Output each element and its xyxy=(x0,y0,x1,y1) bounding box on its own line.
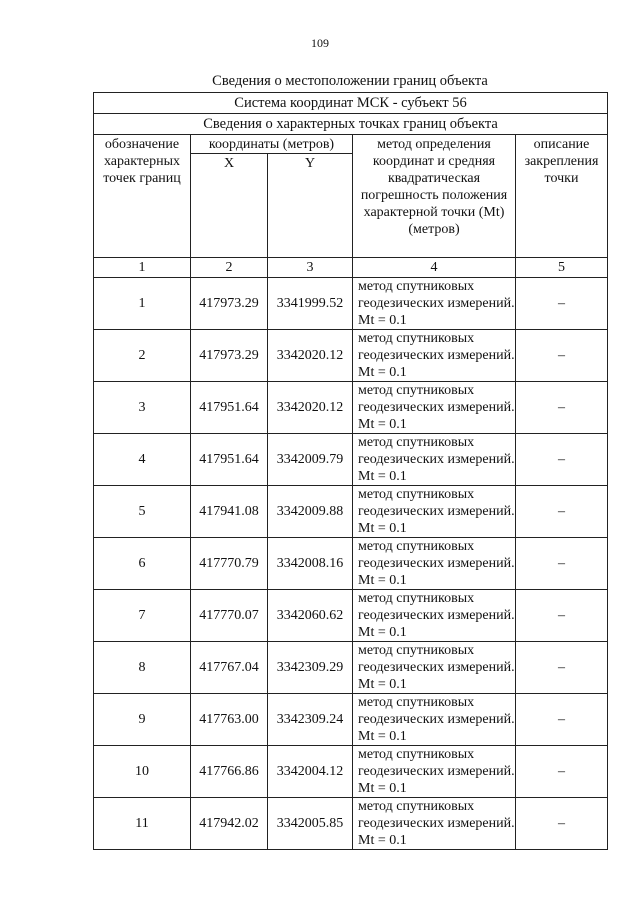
x-coordinate-cell: 417973.29 xyxy=(191,330,268,382)
method-cell: метод спутниковых геодезических измерений. Mt = 0.1 xyxy=(353,382,516,434)
column-number: 3 xyxy=(268,258,353,278)
point-id-cell: 11 xyxy=(94,798,191,850)
point-id-cell: 4 xyxy=(94,434,191,486)
table-row xyxy=(94,330,608,382)
method-cell: метод спутниковых геодезических измерений. Mt = 0.1 xyxy=(353,278,516,330)
points-table xyxy=(93,92,608,850)
header-method: метод определения координат и средняя квадратическая погрешность положения характерной точки (Mt) (метров) xyxy=(353,135,516,258)
table-row xyxy=(94,746,608,798)
column-number: 1 xyxy=(94,258,191,278)
description-cell: – xyxy=(516,538,608,590)
table-row xyxy=(94,694,608,746)
y-coordinate-cell: 3342008.16 xyxy=(268,538,353,590)
x-coordinate-cell: 417973.29 xyxy=(191,278,268,330)
y-coordinate-cell: 3342009.79 xyxy=(268,434,353,486)
description-cell: – xyxy=(516,798,608,850)
point-id-cell: 5 xyxy=(94,486,191,538)
x-coordinate-cell: 417770.07 xyxy=(191,590,268,642)
header-description: описание закрепления точки xyxy=(516,135,608,258)
coordinate-system-row: Система координат МСК - субъект 56 xyxy=(94,93,608,114)
description-cell: – xyxy=(516,590,608,642)
method-cell: метод спутниковых геодезических измерений. Mt = 0.1 xyxy=(353,798,516,850)
y-coordinate-cell: 3342009.88 xyxy=(268,486,353,538)
description-cell: – xyxy=(516,746,608,798)
method-cell: метод спутниковых геодезических измерений. Mt = 0.1 xyxy=(353,746,516,798)
table-row xyxy=(94,590,608,642)
y-coordinate-cell: 3342309.24 xyxy=(268,694,353,746)
x-coordinate-cell: 417763.00 xyxy=(191,694,268,746)
header-coordinates: координаты (метров) xyxy=(191,135,353,154)
page-number: 109 xyxy=(311,36,329,50)
y-coordinate-cell: 3342005.85 xyxy=(268,798,353,850)
x-coordinate-cell: 417770.79 xyxy=(191,538,268,590)
table-row xyxy=(94,486,608,538)
point-id-cell: 7 xyxy=(94,590,191,642)
table-row xyxy=(94,434,608,486)
header-point-designation: обозначение характерных точек границ xyxy=(94,135,191,258)
y-coordinate-cell: 3342020.12 xyxy=(268,382,353,434)
method-cell: метод спутниковых геодезических измерений. Mt = 0.1 xyxy=(353,434,516,486)
method-cell: метод спутниковых геодезических измерений. Mt = 0.1 xyxy=(353,330,516,382)
x-coordinate-cell: 417766.86 xyxy=(191,746,268,798)
table-row xyxy=(94,538,608,590)
y-coordinate-cell: 3342004.12 xyxy=(268,746,353,798)
method-cell: метод спутниковых геодезических измерений. Mt = 0.1 xyxy=(353,538,516,590)
description-cell: – xyxy=(516,642,608,694)
point-id-cell: 1 xyxy=(94,278,191,330)
description-cell: – xyxy=(516,330,608,382)
y-coordinate-cell: 3341999.52 xyxy=(268,278,353,330)
x-coordinate-cell: 417951.64 xyxy=(191,382,268,434)
column-number: 5 xyxy=(516,258,608,278)
x-coordinate-cell: 417767.04 xyxy=(191,642,268,694)
description-cell: – xyxy=(516,486,608,538)
section-row: Сведения о характерных точках границ объекта xyxy=(94,114,608,135)
description-cell: – xyxy=(516,434,608,486)
header-x: X xyxy=(191,154,268,258)
header-y: Y xyxy=(268,154,353,258)
x-coordinate-cell: 417942.02 xyxy=(191,798,268,850)
x-coordinate-cell: 417941.08 xyxy=(191,486,268,538)
column-number: 4 xyxy=(353,258,516,278)
method-cell: метод спутниковых геодезических измерений. Mt = 0.1 xyxy=(353,642,516,694)
y-coordinate-cell: 3342060.62 xyxy=(268,590,353,642)
x-coordinate-cell: 417951.64 xyxy=(191,434,268,486)
table-row xyxy=(94,798,608,850)
point-id-cell: 9 xyxy=(94,694,191,746)
document-title: Сведения о местоположении границ объекта xyxy=(212,73,488,89)
point-id-cell: 6 xyxy=(94,538,191,590)
point-id-cell: 2 xyxy=(94,330,191,382)
column-number: 2 xyxy=(191,258,268,278)
description-cell: – xyxy=(516,278,608,330)
y-coordinate-cell: 3342020.12 xyxy=(268,330,353,382)
method-cell: метод спутниковых геодезических измерений. Mt = 0.1 xyxy=(353,486,516,538)
table-row xyxy=(94,278,608,330)
table-row xyxy=(94,642,608,694)
point-id-cell: 8 xyxy=(94,642,191,694)
description-cell: – xyxy=(516,694,608,746)
description-cell: – xyxy=(516,382,608,434)
table-row xyxy=(94,382,608,434)
method-cell: метод спутниковых геодезических измерений. Mt = 0.1 xyxy=(353,590,516,642)
method-cell: метод спутниковых геодезических измерений. Mt = 0.1 xyxy=(353,694,516,746)
point-id-cell: 3 xyxy=(94,382,191,434)
point-id-cell: 10 xyxy=(94,746,191,798)
y-coordinate-cell: 3342309.29 xyxy=(268,642,353,694)
